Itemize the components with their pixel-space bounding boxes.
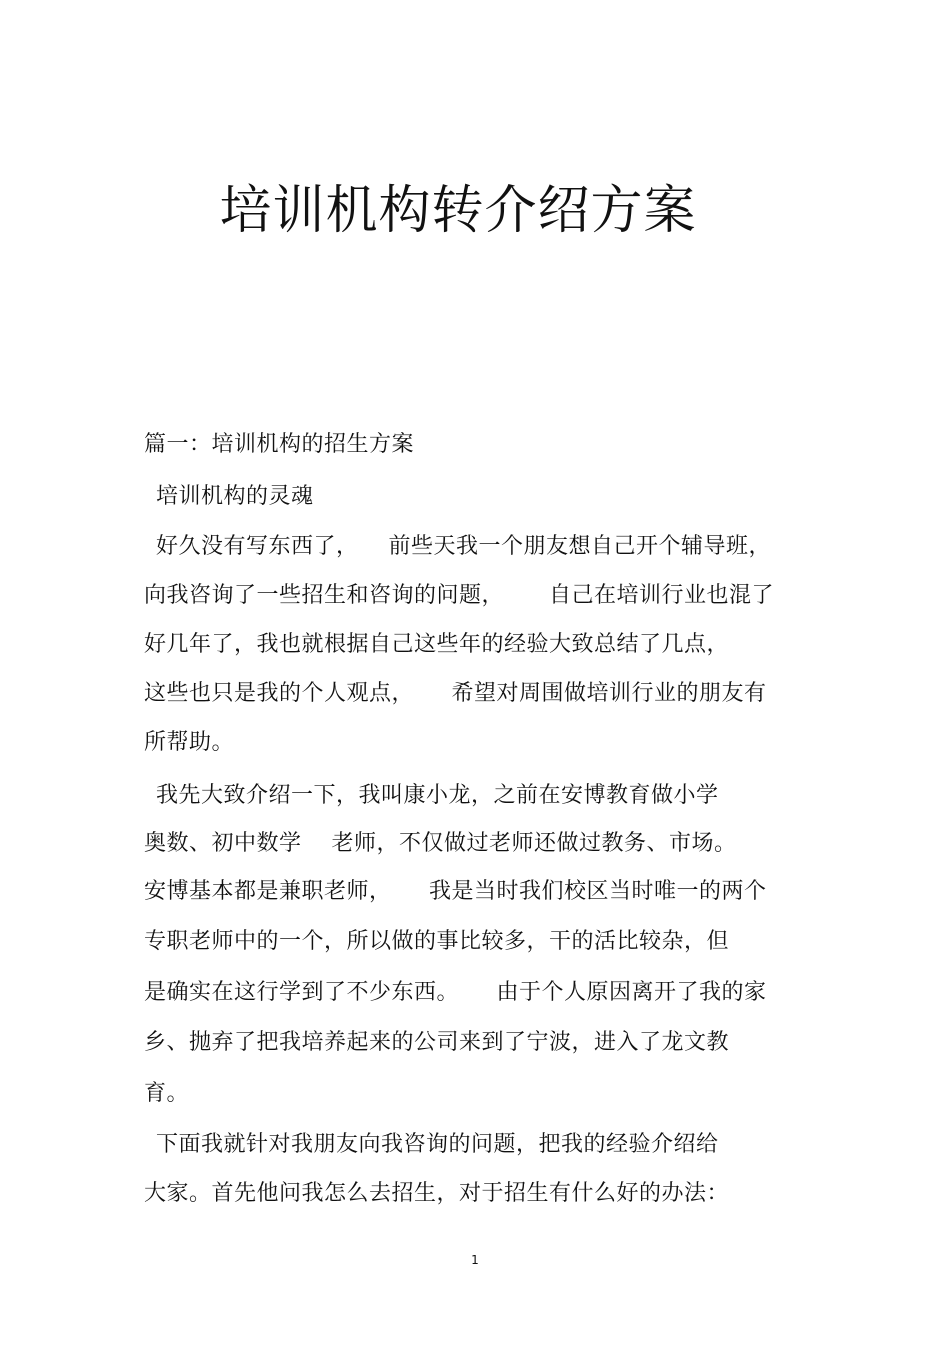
paragraph-line: 好久没有写东西了， 前些天我一个朋友想自己开个辅导班， (156, 534, 771, 559)
paragraph-line: 专职老师中的一个，所以做的事比较多，干的活比较杂，但 (144, 929, 730, 954)
paragraph-line: 安博基本都是兼职老师， 我是当时我们校区当时唯一的两个 (144, 879, 767, 904)
paragraph-line: 是确实在这行学到了不少东西。 由于个人原因离开了我的家 (144, 980, 767, 1005)
paragraph-line: 乡、抛弃了把我培养起来的公司来到了宁波，进入了龙文教 (144, 1030, 730, 1055)
paragraph-line: 大家。首先他问我怎么去招生，对于招生有什么好的办法： (144, 1181, 730, 1206)
paragraph-line: 奥数、初中数学 老师，不仅做过老师还做过教务、市场。 (144, 831, 737, 856)
paragraph-line: 向我咨询了一些招生和咨询的问题， 自己在培训行业也混了 (144, 583, 774, 608)
paragraph-line: 所帮助。 (144, 730, 235, 755)
page-number: 1 (471, 1253, 479, 1267)
paragraph-line: 下面我就针对我朋友向我咨询的问题，把我的经验介绍给 (156, 1132, 719, 1157)
paragraph-line: 好几年了，我也就根据自己这些年的经验大致总结了几点， (144, 632, 730, 657)
section-heading: 篇一：培训机构的招生方案 (144, 432, 415, 457)
paragraph-line: 我先大致介绍一下，我叫康小龙，之前在安博教育做小学 (156, 783, 719, 808)
paragraph-line: 育。 (144, 1081, 190, 1106)
subheading: 培训机构的灵魂 (156, 484, 314, 509)
document-title: 培训机构转介绍方案 (219, 181, 697, 241)
paragraph-line: 这些也只是我的个人观点， 希望对周围做培训行业的朋友有 (144, 681, 767, 706)
